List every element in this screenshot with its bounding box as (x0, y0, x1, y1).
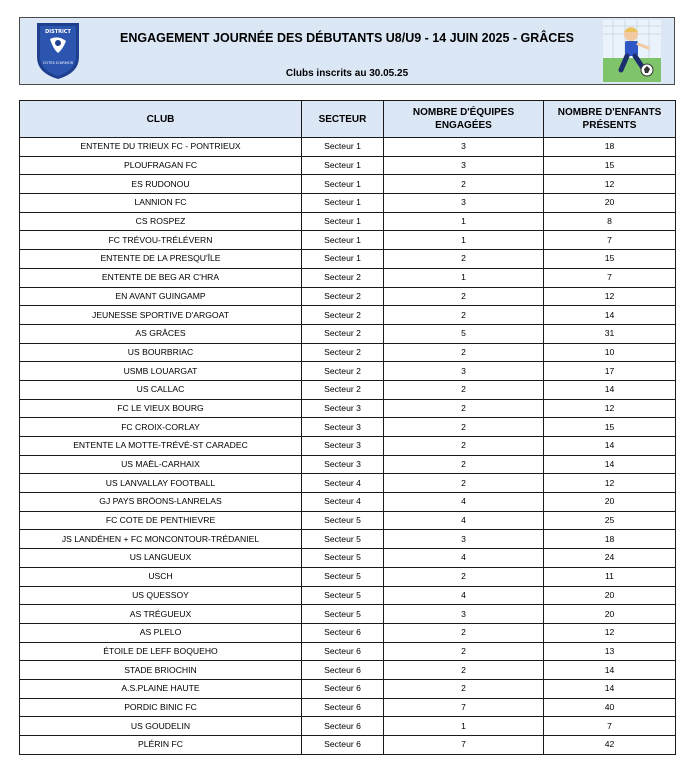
enfants-cell: 14 (544, 679, 676, 698)
secteur-cell: Secteur 6 (302, 661, 384, 680)
secteur-cell: Secteur 3 (302, 418, 384, 437)
club-cell: A.S.PLAINE HAUTE (20, 679, 302, 698)
enfants-cell: 15 (544, 250, 676, 269)
club-cell: US QUESSOY (20, 586, 302, 605)
table-row (20, 399, 676, 418)
equipes-cell: 4 (384, 511, 544, 530)
enfants-cell: 17 (544, 362, 676, 381)
equipes-cell: 2 (384, 399, 544, 418)
secteur-cell: Secteur 6 (302, 736, 384, 755)
secteur-cell: Secteur 3 (302, 455, 384, 474)
enfants-cell: 12 (544, 175, 676, 194)
club-cell: LANNION FC (20, 194, 302, 213)
enfants-cell: 12 (544, 474, 676, 493)
club-cell: US BOURBRIAC (20, 343, 302, 362)
district-logo-icon (33, 19, 83, 81)
club-cell: CS ROSPEZ (20, 212, 302, 231)
table-row (20, 642, 676, 661)
enfants-cell: 13 (544, 642, 676, 661)
enfants-cell: 18 (544, 530, 676, 549)
secteur-cell: Secteur 1 (302, 156, 384, 175)
child-footballer-icon (603, 20, 661, 82)
equipes-cell: 2 (384, 306, 544, 325)
column-header-secteur: SECTEUR (302, 101, 384, 138)
club-cell: JEUNESSE SPORTIVE D'ARGOAT (20, 306, 302, 325)
enfants-cell: 15 (544, 418, 676, 437)
equipes-cell: 4 (384, 549, 544, 568)
column-header-enfants: NOMBRE D'ENFANTS PRÉSENTS (544, 101, 676, 138)
enfants-cell: 12 (544, 623, 676, 642)
club-cell: STADE BRIOCHIN (20, 661, 302, 680)
secteur-cell: Secteur 2 (302, 380, 384, 399)
enfants-cell: 11 (544, 567, 676, 586)
enfants-cell: 10 (544, 343, 676, 362)
equipes-cell: 2 (384, 661, 544, 680)
table-row (20, 343, 676, 362)
secteur-cell: Secteur 6 (302, 717, 384, 736)
table-row (20, 455, 676, 474)
table-row (20, 437, 676, 456)
equipes-cell: 5 (384, 324, 544, 343)
table-row (20, 175, 676, 194)
equipes-cell: 3 (384, 530, 544, 549)
club-cell: ENTENTE LA MOTTE-TRÉVÉ-ST CARADEC (20, 437, 302, 456)
equipes-cell: 1 (384, 717, 544, 736)
club-cell: USCH (20, 567, 302, 586)
club-cell: JS LANDÉHEN + FC MONCONTOUR-TRÉDANIEL (20, 530, 302, 549)
secteur-cell: Secteur 3 (302, 399, 384, 418)
table-row (20, 306, 676, 325)
enfants-cell: 12 (544, 287, 676, 306)
logo-text-bottom: COTES D'ARMOR (42, 61, 74, 65)
secteur-cell: Secteur 6 (302, 642, 384, 661)
secteur-cell: Secteur 1 (302, 250, 384, 269)
secteur-cell: Secteur 4 (302, 474, 384, 493)
table-row (20, 605, 676, 624)
enfants-cell: 18 (544, 138, 676, 157)
club-cell: FC TRÉVOU-TRÉLÉVERN (20, 231, 302, 250)
secteur-cell: Secteur 2 (302, 343, 384, 362)
enfants-cell: 40 (544, 698, 676, 717)
clubs-table (19, 100, 676, 755)
enfants-cell: 42 (544, 736, 676, 755)
club-cell: ÉTOILE DE LEFF BOQUEHO (20, 642, 302, 661)
secteur-cell: Secteur 2 (302, 268, 384, 287)
enfants-cell: 20 (544, 586, 676, 605)
club-cell: EN AVANT GUINGAMP (20, 287, 302, 306)
table-row (20, 250, 676, 269)
table-row (20, 380, 676, 399)
equipes-cell: 2 (384, 474, 544, 493)
secteur-cell: Secteur 2 (302, 324, 384, 343)
club-cell: US CALLAC (20, 380, 302, 399)
equipes-cell: 2 (384, 623, 544, 642)
document-header (19, 17, 675, 85)
table-row (20, 661, 676, 680)
equipes-cell: 4 (384, 586, 544, 605)
enfants-cell: 15 (544, 156, 676, 175)
table-row (20, 511, 676, 530)
secteur-cell: Secteur 5 (302, 586, 384, 605)
club-cell: US LANGUEUX (20, 549, 302, 568)
club-cell: FC LE VIEUX BOURG (20, 399, 302, 418)
table-row (20, 287, 676, 306)
club-cell: AS TRÉGUEUX (20, 605, 302, 624)
equipes-cell: 1 (384, 212, 544, 231)
enfants-cell: 12 (544, 399, 676, 418)
column-header-club: CLUB (20, 101, 302, 138)
enfants-cell: 14 (544, 661, 676, 680)
equipes-cell: 1 (384, 268, 544, 287)
secteur-cell: Secteur 3 (302, 437, 384, 456)
secteur-cell: Secteur 1 (302, 175, 384, 194)
equipes-cell: 2 (384, 175, 544, 194)
equipes-cell: 3 (384, 156, 544, 175)
enfants-cell: 7 (544, 231, 676, 250)
club-cell: FC CROIX-CORLAY (20, 418, 302, 437)
secteur-cell: Secteur 1 (302, 194, 384, 213)
enfants-cell: 14 (544, 437, 676, 456)
club-cell: US GOUDELIN (20, 717, 302, 736)
secteur-cell: Secteur 5 (302, 567, 384, 586)
enfants-cell: 24 (544, 549, 676, 568)
table-header-row (20, 101, 676, 138)
club-cell: US LANVALLAY FOOTBALL (20, 474, 302, 493)
enfants-cell: 14 (544, 380, 676, 399)
enfants-cell: 20 (544, 194, 676, 213)
equipes-cell: 3 (384, 362, 544, 381)
secteur-cell: Secteur 4 (302, 493, 384, 512)
table-row (20, 549, 676, 568)
secteur-cell: Secteur 6 (302, 623, 384, 642)
column-header-equipes: NOMBRE D'ÉQUIPES ENGAGÉES (384, 101, 544, 138)
table-row (20, 418, 676, 437)
logo-text-top: DISTRICT (45, 29, 71, 35)
page-subtitle: Clubs inscrits au 30.05.25 (285, 68, 409, 79)
equipes-cell: 2 (384, 250, 544, 269)
equipes-cell: 7 (384, 698, 544, 717)
enfants-cell: 25 (544, 511, 676, 530)
equipes-cell: 2 (384, 455, 544, 474)
table-row (20, 736, 676, 755)
table-row (20, 138, 676, 157)
table-row (20, 212, 676, 231)
equipes-cell: 2 (384, 380, 544, 399)
secteur-cell: Secteur 6 (302, 698, 384, 717)
equipes-cell: 2 (384, 287, 544, 306)
table-row (20, 231, 676, 250)
equipes-cell: 2 (384, 642, 544, 661)
secteur-cell: Secteur 1 (302, 212, 384, 231)
table-row (20, 698, 676, 717)
secteur-cell: Secteur 1 (302, 138, 384, 157)
table-row (20, 530, 676, 549)
secteur-cell: Secteur 1 (302, 231, 384, 250)
club-cell: AS PLELO (20, 623, 302, 642)
equipes-cell: 3 (384, 194, 544, 213)
secteur-cell: Secteur 5 (302, 530, 384, 549)
club-cell: ENTENTE DE LA PRESQU'ÎLE (20, 250, 302, 269)
equipes-cell: 2 (384, 437, 544, 456)
enfants-cell: 7 (544, 717, 676, 736)
club-cell: PORDIC BINIC FC (20, 698, 302, 717)
club-cell: ENTENTE DU TRIEUX FC - PONTRIEUX (20, 138, 302, 157)
equipes-cell: 3 (384, 138, 544, 157)
secteur-cell: Secteur 5 (302, 511, 384, 530)
table-row (20, 156, 676, 175)
table-row (20, 268, 676, 287)
table-row (20, 623, 676, 642)
page-title: ENGAGEMENT JOURNÉE DES DÉBUTANTS U8/U9 - 14 JUIN 2025 - GRÂCES (119, 31, 575, 45)
enfants-cell: 8 (544, 212, 676, 231)
enfants-cell: 14 (544, 455, 676, 474)
club-cell: US MAËL-CARHAIX (20, 455, 302, 474)
secteur-cell: Secteur 2 (302, 306, 384, 325)
enfants-cell: 7 (544, 268, 676, 287)
club-cell: FC COTE DE PENTHIEVRE (20, 511, 302, 530)
club-cell: ENTENTE DE BEG AR C'HRA (20, 268, 302, 287)
secteur-cell: Secteur 6 (302, 679, 384, 698)
club-cell: PLÉRIN FC (20, 736, 302, 755)
table-row (20, 717, 676, 736)
enfants-cell: 31 (544, 324, 676, 343)
table-body (20, 138, 676, 755)
table-row (20, 194, 676, 213)
table-row (20, 474, 676, 493)
equipes-cell: 2 (384, 343, 544, 362)
equipes-cell: 3 (384, 605, 544, 624)
club-cell: ES RUDONOU (20, 175, 302, 194)
equipes-cell: 7 (384, 736, 544, 755)
table-row (20, 567, 676, 586)
table-row (20, 493, 676, 512)
secteur-cell: Secteur 2 (302, 287, 384, 306)
table-row (20, 324, 676, 343)
equipes-cell: 2 (384, 567, 544, 586)
club-cell: AS GRÂCES (20, 324, 302, 343)
equipes-cell: 2 (384, 418, 544, 437)
club-cell: PLOUFRAGAN FC (20, 156, 302, 175)
equipes-cell: 2 (384, 679, 544, 698)
table-row (20, 362, 676, 381)
secteur-cell: Secteur 2 (302, 362, 384, 381)
table-row (20, 586, 676, 605)
enfants-cell: 20 (544, 605, 676, 624)
secteur-cell: Secteur 5 (302, 605, 384, 624)
club-cell: GJ PAYS BRÖONS-LANRELAS (20, 493, 302, 512)
club-cell: USMB LOUARGAT (20, 362, 302, 381)
enfants-cell: 14 (544, 306, 676, 325)
enfants-cell: 20 (544, 493, 676, 512)
equipes-cell: 1 (384, 231, 544, 250)
equipes-cell: 4 (384, 493, 544, 512)
table-row (20, 679, 676, 698)
secteur-cell: Secteur 5 (302, 549, 384, 568)
